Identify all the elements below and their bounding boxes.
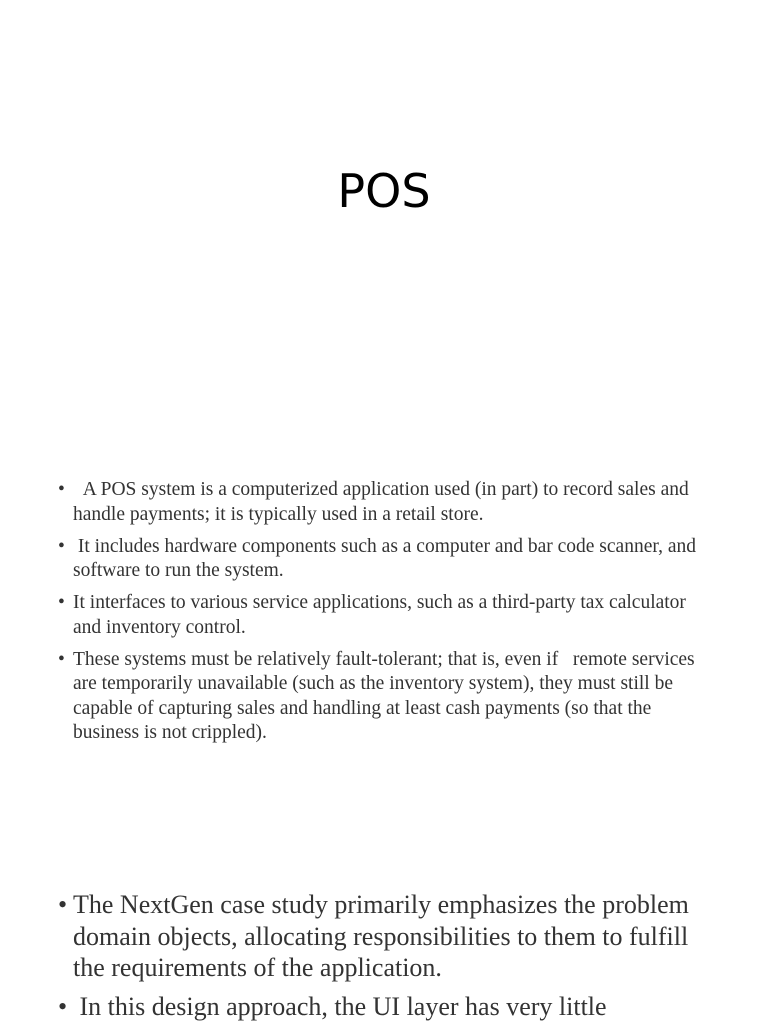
slide-title: POS [337,164,431,218]
bullet-list-design [58,889,718,1029]
bullet-dot: • [58,648,65,670]
bullet-item [58,991,718,1023]
bullet-text: The NextGen case study primarily emphasizes the problem domain objects, allocating responsibilities to them to fulfill the requirements of the application. [73,890,696,982]
bullet-item [58,478,718,527]
bullet-dot: • [58,991,68,1021]
bullet-text: It interfaces to various service applications, such as a third-party tax calculator and inventory control. [73,592,691,638]
bullet-dot: • [58,535,65,557]
bullet-item [58,648,718,746]
bullet-item [58,591,718,640]
bullet-dot: • [58,592,65,613]
bullet-dot: • [58,890,68,919]
bullet-text: In this design approach, the UI layer has very little [73,991,607,1021]
bullet-text: These systems must be relatively fault-tolerant; that is, even if remote services are temporarily unavailable (such as the inventory system), they must still be capable of capturing sales and handling at least cash payments (so that the business is not crippled). [73,648,700,743]
bullet-list-overview [58,478,718,753]
bullet-text: A POS system is a computerized application used (in part) to record sales and handle payments; it is typically used in a retail store. [73,479,694,525]
bullet-text: It includes hardware components such as a computer and bar code scanner, and software to run the system. [73,535,701,581]
bullet-dot: • [58,479,65,500]
bullet-item [58,535,718,584]
bullet-item [58,889,718,984]
